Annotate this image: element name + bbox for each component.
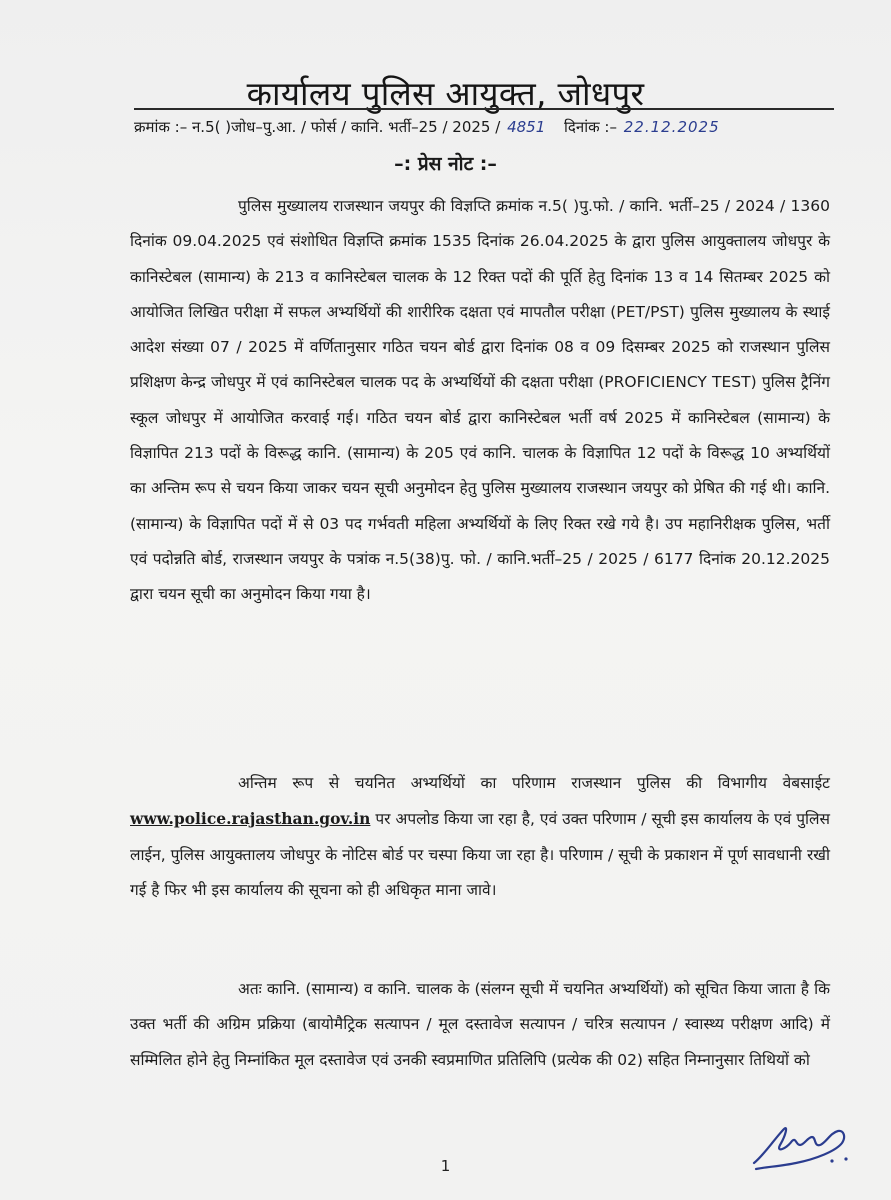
header-rule	[134, 108, 834, 110]
reference-line	[134, 117, 854, 137]
reference-prefix: क्रमांक :– न.5( )जोध–पु.आ. / फोर्स / कानि. भर्ती–25 / 2025 /	[134, 118, 501, 136]
press-note-heading: –: प्रेस नोट :–	[394, 153, 497, 175]
handwritten-date: 22.12.2025	[623, 118, 720, 136]
paragraph-2-text-b: पर अपलोड किया जा रहा है, एवं उक्त परिणाम / सूची इस कार्यालय के एवं पुलिस लाईन, पुलिस आयुक्तालय जोधपुर के नोटिस बोर्ड पर चस्पा किया जा रहा है। परिणाम / सूची के प्रकाशन में पूर्ण सावधानी रखी गई है फिर भी इस कार्यालय की सूचना को ही अधिकृत माना जावे।	[130, 810, 830, 899]
paragraph-2-text-a: अन्तिम रूप से चयनित अभ्यर्थियों का परिणाम राजस्थान पुलिस की विभागीय वेबसाईट	[238, 774, 830, 792]
handwritten-reference-number: 4851	[507, 118, 546, 136]
website-link[interactable]: www.police.rajasthan.gov.in	[130, 809, 371, 829]
page-number: 1	[440, 1157, 451, 1175]
paragraph-2	[130, 766, 830, 908]
paragraph-1: पुलिस मुख्यालय राजस्थान जयपुर की विज्ञप्ति क्रमांक न.5( )पु.फो. / कानि. भर्ती–25 / 2024 / 1360 दिनांक 09.04.2025 एवं संशोधित विज्ञप्ति क्रमांक 1535 दिनांक 26.04.2025 के द्वारा पुलिस आयुक्तालय जोधपुर के कानिस्टेबल (सामान्य) के 213 व कानिस्टेबल चालक के 12 रिक्त पदों की पूर्ति हेतु दिनांक 13 व 14 सितम्बर 2025 को आयोजित लिखित परीक्षा में सफल अभ्यर्थियों की शारीरिक दक्षता एवं मापतौल परीक्षा (PET/PST) पुलिस मुख्यालय के स्थाई आदेश संख्या 07 / 2025 में वर्णितानुसार गठित चयन बोर्ड द्वारा दिनांक 08 व 09 दिसम्बर 2025 को राजस्थान पुलिस प्रशिक्षण केन्द्र जोधपुर में एवं कानिस्टेबल चालक पद के अभ्यर्थियों की दक्षता परीक्षा (PROFICIENCY TEST) पुलिस ट्रैनिंग स्कूल जोधपुर में आयोजित करवाई गई। गठित चयन बोर्ड द्वारा कानिस्टेबल भर्ती वर्ष 2025 में कानिस्टेबल (सामान्य) के विज्ञापित 213 पदों के विरूद्ध कानि. (सामान्य) के 205 एवं कानि. चालक के विज्ञापित 12 पदों के विरूद्ध 10 अभ्यर्थियों का अन्तिम रूप से चयन किया जाकर चयन सूची अनुमोदन हेतु पुलिस मुख्यालय राजस्थान जयपुर को प्रेषित की गई थी। कानि. (सामान्य) के विज्ञापित पदों में से 03 पद गर्भवती महिला अभ्यर्थियों के लिए रिक्त रखे गये है। उप महानिरीक्षक पुलिस, भर्ती एवं पदोन्नति बोर्ड, राजस्थान जयपुर के पत्रांक न.5(38)पु. फो. / कानि.भर्ती–25 / 2025 / 6177 दिनांक 20.12.2025 द्वारा चयन सूची का अनुमोदन किया गया है।	[130, 197, 830, 604]
paragraph-3: अतः कानि. (सामान्य) व कानि. चालक के (संलग्न सूची में चयनित अभ्यर्थियों) को सूचित किया जाता है कि उक्त भर्ती की अग्रिम प्रक्रिया (बायोमैट्रिक सत्यापन / मूल दस्तावेज सत्यापन / चरित्र सत्यापन / स्वास्थ्य परीक्षण आदि) में सम्मिलित होने हेतु निम्नांकित मूल दस्तावेज एवं उनकी स्वप्रमाणित प्रतिलिपि (प्रत्येक की 02) सहित निम्नानुसार तिथियों को	[130, 980, 830, 1069]
office-title: कार्यालय पुलिस आयुक्त, जोधपुर	[246, 74, 645, 113]
date-label: दिनांक :–	[564, 118, 617, 136]
